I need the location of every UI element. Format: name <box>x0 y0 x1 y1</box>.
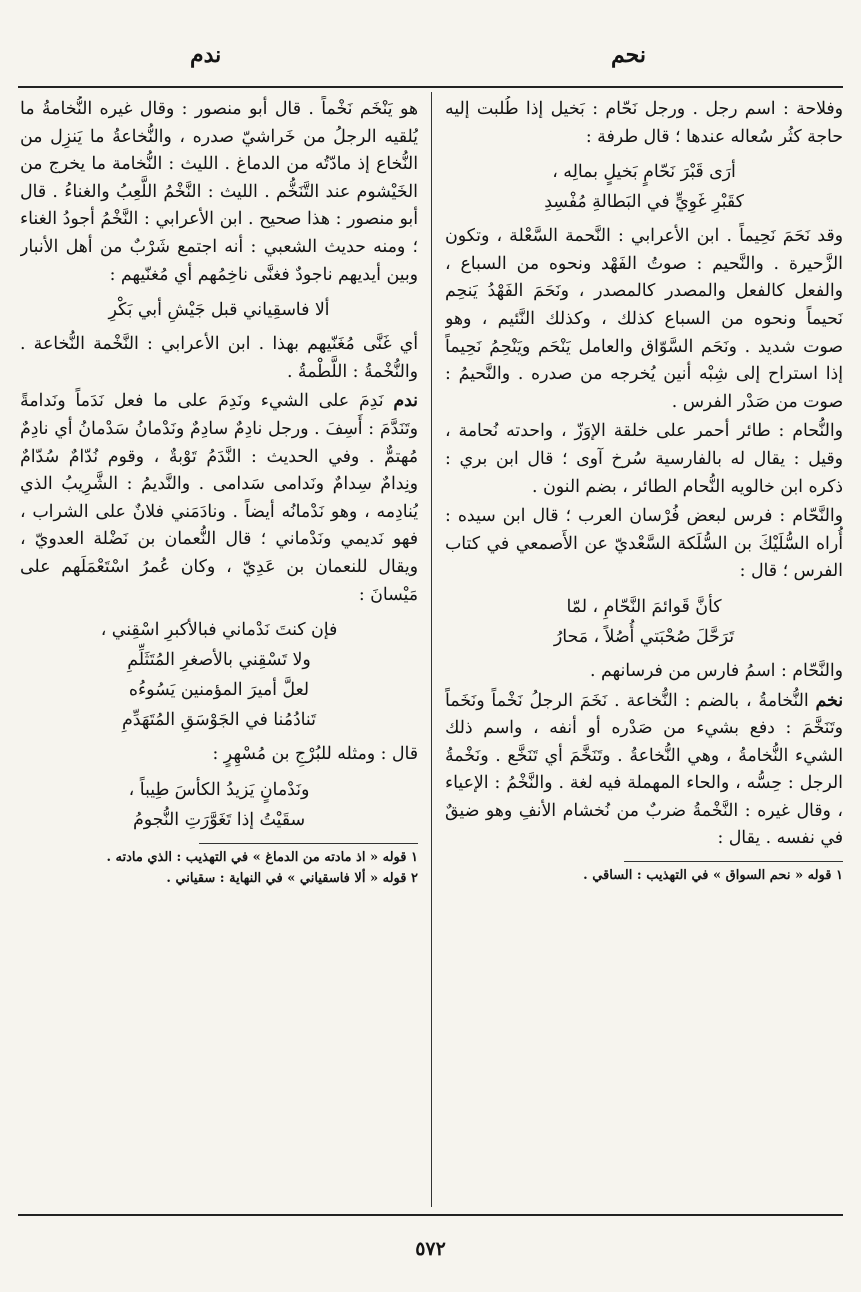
verse-line: فإن كنتَ نَدْماني فبالأكبرِ اسْقِني ، <box>100 620 338 641</box>
verse-line: أرَى قَبْرَ نَحّامٍ بَخيلٍ بمالِه ، <box>552 162 736 183</box>
footnote: ٢ قوله « ألا فاسقياني » في النهاية : سقياني . <box>166 870 418 886</box>
footnote: ١ قوله « نحم السواق » في التهذيب : الساقي . <box>583 868 843 884</box>
headword: نخم <box>815 690 843 711</box>
poem-numan <box>20 615 418 735</box>
paragraph: أي غَنَّى مُغَنّيهم بهذا . ابن الأعرابي : النَّخْمة النُّخاعة . والنُّخْمةُ : اللَّطْمةُ . <box>20 334 418 382</box>
footnote: ١ قوله « اذ مادته من الدماغ » في التهذيب : الذي مادته . <box>106 849 418 865</box>
verse-line: تَنادُمُنا في الجَوْسَقِ المُتَهَدِّمِ <box>122 710 316 731</box>
bottom-rule <box>18 1214 843 1216</box>
paragraph: هو يَنْخَم نَخْماً . قال أبو منصور : وقال غيره النُّخامةُ ما يُلقيه الرجلُ من خَراشيّ صدره ، والنُّخاعةُ ما يَنزِل من النُّخاع إذ مادّتُه من الدماغ . الليث : النُّخامة ما يخرج من الخَيْشوم عند التَّنَخُّم . الليث : النَّخْمُ اللَّعِبُ والغناءُ . قال أبو منصور : هذا صحيح . ابن الأعرابي : النَّخْمُ أجودُ الغناء ؛ ومنه حديث الشعبي : أنه اجتمع شَرْبٌ من أهل الأنبار وبين أيديهم ناجودٌ فغنَّى ناخِمُهم أي مُغنّيهم : <box>20 99 418 285</box>
right-column <box>445 96 843 1206</box>
header-right-word: نحم <box>611 42 646 68</box>
poem-sulayk <box>445 592 843 652</box>
headword: ندم <box>393 391 418 412</box>
verse-line: لعلَّ أميرَ المؤمنين يَسُوءُه <box>128 680 310 701</box>
header-left-word: ندم <box>190 42 222 68</box>
footnote-rule <box>624 861 843 862</box>
paragraph: وفلاحة : اسم رجل . ورجل نَحّام : بَخيل إذا طُلبت إليه حاجة كثُر سُعاله عندها ؛ قال طرفة : <box>445 99 843 147</box>
verse-line: كأنَّ قَوائمَ النَّحّامِ ، لمّا <box>566 596 722 617</box>
verse-line: ونَدْمانٍ يَزيدُ الكأسَ طِيباً ، <box>128 779 310 800</box>
left-column <box>20 96 418 1206</box>
poem-tarafa <box>445 157 843 217</box>
paragraph: قال : ومثله للبُرْجِ بن مُسْهِرٍ : <box>212 744 418 765</box>
entry-text: النُّخامةُ ، بالضم : النُّخاعة . نَخَمَ الرجلُ نَخْماً ونَخَماً وتَنَخَّمَ : دفع بشيء من صَدْره أو أنفه ، واسم ذلك الشيء النُّخامةُ ، وهي النُّخاعةُ . وتَنَخَّمَ أي تَنَخَّع . ونَخْمةُ الرجل : حِسُّه ، والحاء المهملة فيه لغة . والنَّخْمُ : الإعياء ، وقال غيره : النَّخْمةُ ضربٌ من نُخشام الأنفِ وهو ضيقٌ في نفسه . يقال : <box>445 690 843 849</box>
verse-line: تَرَحَّلَ صُحْبَتي أُصُلاً ، مَحارُ <box>553 626 735 647</box>
paragraph: والنُّحام : طائر أحمر على خلقة الإوَزّ ، واحدته نُحامة ، وقيل : يقال له بالفارسية سُرخ آوى ؛ قال ابن بري : ذكره ابن خالويه النُّحام الطائر ، بضم النون . <box>445 421 843 497</box>
poem-burj <box>20 775 418 835</box>
verse-line: سقَيْتُ إذا تَغَوَّرَتِ النُّجومُ <box>133 809 305 830</box>
verse-line: ألا فاسقِياني قبل جَيْشِ أبي بَكْرِ <box>108 300 330 321</box>
entry-nakhm <box>445 688 843 854</box>
verse-line: ولا تَسْقِني بالأصغرِ المُتَثَلِّمِ <box>127 650 311 671</box>
top-rule <box>18 86 843 88</box>
column-divider <box>431 92 432 1207</box>
paragraph: والنَّحّام : فرس لبعض فُرْسان العرب ؛ قال ابن سيده : أُراه السُّلَيْكَ بن السُّلَكة السَّعْديّ عن الأَصمعي في كتاب الفرس ؛ قال : <box>445 506 843 582</box>
page-number: ٥٧٢ <box>415 1238 446 1260</box>
verse-line: كقَبْرِ غَوِيٍّ في البَطالةِ مُفْسِدِ <box>544 192 744 213</box>
footnote-rule <box>199 843 418 844</box>
entry-text: نَدِمَ على الشيء ونَدِمَ على ما فعل نَدَماً ونَدامةً وتَنَدَّمَ : أَسِفَ . ورجل نادِمٌ سادِمٌ ونَدْمانُ سَدْمانُ أي نادِمٌ مُهتمٌّ . وفي الحديث : النَّدَمُ تَوْبةٌ ، وقوم نُدّامٌ سُدّامٌ ونِدامٌ سِدامٌ ونَدامى سَدامى . والنَّديمُ : الشَّرِيبُ الذي يُنادِمه ، وهو نَدْمانُه أيضاً . ونادَمَني فلانٌ على الشراب ، فهو نَديمي ونَدْماني ؛ قال النُّعمان بن نَضْلة العدويّ ، ويقال للنعمان بن عَدِيّ ، وكان عُمرُ اسْتَعْمَلَهم على مَيْسانَ : <box>20 391 418 605</box>
paragraph: وقد نَحَمَ نَحِيماً . ابن الأعرابي : النَّحمة السَّعْلة ، وتكون الزَّحيرة . والنَّحيم : صوتُ الفَهْد ونحوه من السباع ، والفعل كالفعل والمصدر كالمصدر ، ونَحَمَ الفَهْدُ يَنحِم نَحيماً ونحوه من السباع كذلك ، وكذلك النَّئيم ، وهو صوت شديد . ونَحَم السَّوّاق والعامل يَنْحَم ويَنْحِمُ نَحِيماً إذا استراح إلى شِبْه أنين يُخرجه من صدره . والنَّحيمُ : صوت من صَدْر الفرس . <box>445 226 843 412</box>
verse-shabi <box>20 295 418 325</box>
entry-nadim <box>20 388 418 609</box>
paragraph: والنَّحّام : اسمُ فارس من فرسانهم . <box>590 660 843 681</box>
